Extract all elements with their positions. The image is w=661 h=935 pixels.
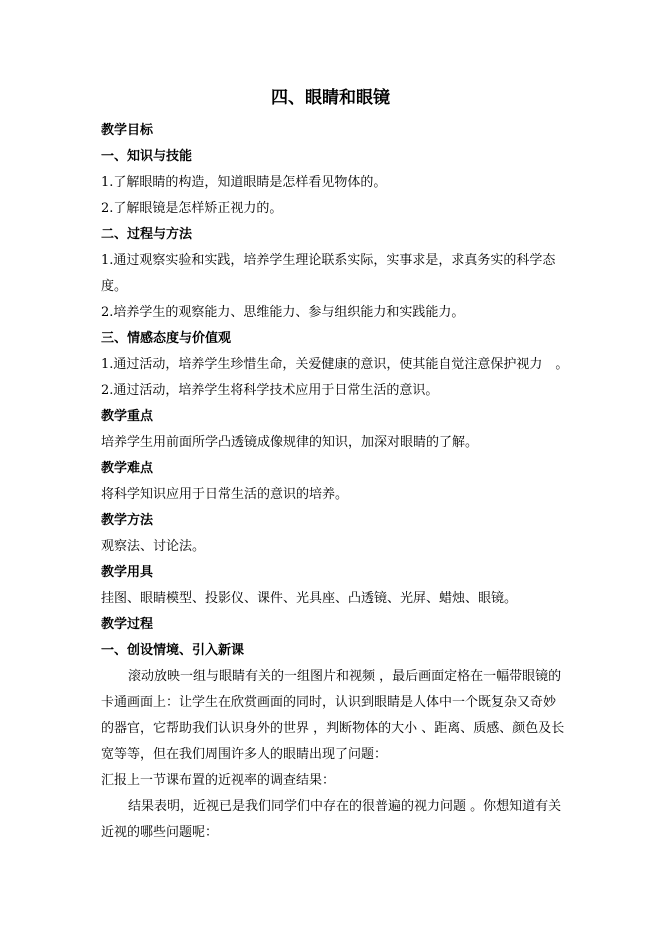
paragraph-line: 将科学知识应用于日常生活的意识的培养。 <box>101 487 349 502</box>
paragraph-line: 的器官，它帮助我们认识身外的世界 ，判断物体的大小 、距离、质感、颜色及长 <box>101 721 565 736</box>
paragraph-line: 卡通画面上：让学生在欣赏画面的同时，认识到眼睛是人体中一个既复杂又奇妙 <box>101 695 557 710</box>
section-heading: 三、情感态度与价值观 <box>101 331 232 346</box>
section-heading: 教学目标 <box>101 123 154 138</box>
paragraph-line: 滚动放映一组与眼睛有关的一组图片和视频 ，最后画面定格在一幅带眼镜的 <box>128 669 562 684</box>
document-body <box>101 118 569 846</box>
paragraph-line: 1.了解眼睛的构造，知道眼睛是怎样看见物体的。 <box>101 175 387 190</box>
section-heading: 教学过程 <box>101 617 154 632</box>
paragraph-line: 结果表明，近视已是我们同学们中存在的很普遍的视力问题 。你想知道有关 <box>128 799 562 814</box>
section-heading: 一、知识与技能 <box>101 149 193 164</box>
section-heading: 二、过程与方法 <box>101 227 193 242</box>
paragraph-line: 1.通过观察实验和实践，培养学生理论联系实际，实事求是，求真务实的科学态 <box>101 253 556 268</box>
paragraph-line: 宽等等，但在我们周围许多人的眼睛出现了问题： <box>101 747 388 762</box>
section-heading: 教学方法 <box>101 513 154 528</box>
paragraph-line: 挂图、眼睛模型、投影仪、课件、光具座、凸透镜、光屏、蜡烛、眼镜。 <box>101 591 518 606</box>
paragraph-line: 2.了解眼镜是怎样矫正视力的。 <box>101 201 283 216</box>
section-heading: 教学重点 <box>101 409 154 424</box>
document-title: 四、眼睛和眼镜 <box>271 88 390 108</box>
paragraph-line: 2.培养学生的观察能力、思维能力、参与组织能力和实践能力。 <box>101 305 465 320</box>
section-heading: 一、创设情境、引入新课 <box>101 643 245 658</box>
paragraph-line: 培养学生用前面所学凸透镜成像规律的知识，加深对眼睛的了解。 <box>101 435 479 450</box>
paragraph-line: 度。 <box>101 279 128 294</box>
section-heading: 教学用具 <box>101 565 154 580</box>
paragraph-line: 汇报上一节课布置的近视率的调查结果： <box>101 773 336 788</box>
paragraph-line: 观察法、讨论法。 <box>101 539 206 554</box>
section-heading: 教学难点 <box>101 461 154 476</box>
paragraph-line: 近视的哪些问题呢： <box>101 825 219 840</box>
paragraph-line: 1.通过活动，培养学生珍惜生命，关爱健康的意识，使其能自觉注意保护视力 。 <box>101 357 569 372</box>
paragraph-line: 2.通过活动，培养学生将科学技术应用于日常生活的意识。 <box>101 383 439 398</box>
